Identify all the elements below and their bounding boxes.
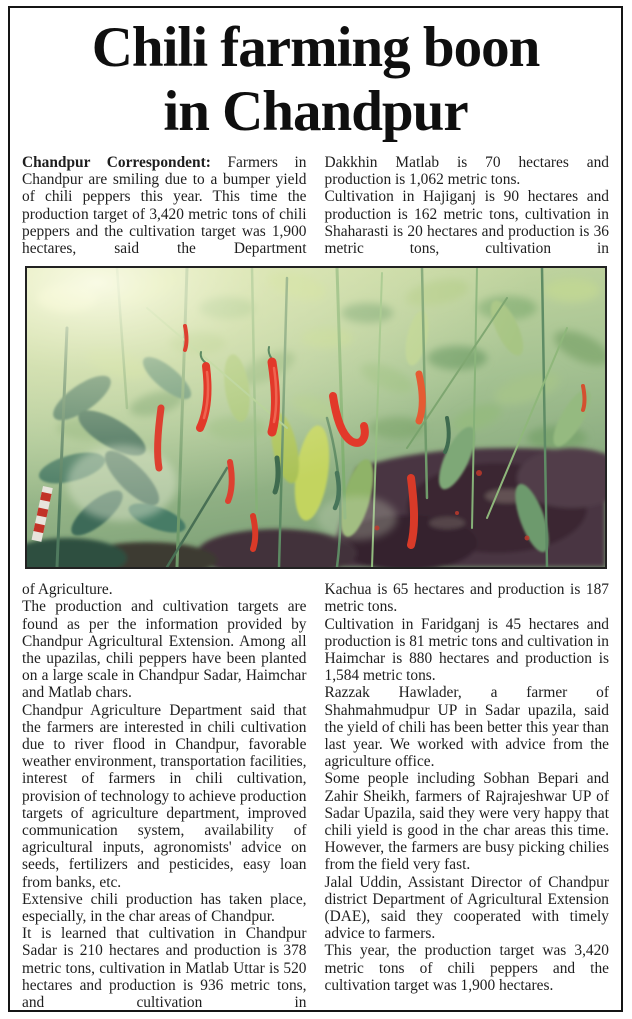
article-headline: [22, 16, 609, 144]
intro-column-left: [22, 154, 307, 257]
byline: Chandpur Correspondent:: [22, 154, 211, 171]
body-column-right: [325, 581, 610, 1011]
body-columns: [22, 581, 609, 1011]
page-border-frame: [8, 6, 623, 1012]
intro-column-right: [325, 154, 610, 257]
headline-line-2: in Chandpur: [163, 80, 468, 143]
body-column-left: [22, 581, 307, 1011]
article-paragraph: Cultivation in Faridganj is 45 hectares and production is 81 metric tons and cultivation in Haimchar is 880 hectares and production is 1,584 metric tons.: [324, 615, 609, 685]
headline-line-1: Chili farming boon: [91, 16, 540, 79]
article-paragraph: Chandpur Agriculture Department said that the farmers are interested in chili cultivation due to river flood in Chandpur, favorable weather environment, transportation facilities, interest of farmers in chili cultivation, provision of technology to achieve production targets of agriculture department, improved communication system, availability of agricultural inputs, agronomists' advice on seeds, fertilizers and pesticides, easy loan from banks, etc.: [22, 701, 307, 891]
article-paragraph: This year, the production target was 3,420 metric tons of chili peppers and the cultivation target was 1,900 hectares.: [324, 942, 609, 994]
article-paragraph: Jalal Uddin, Assistant Director of Chandpur district Department of Agricultural Extension (DAE), said they cooperated with timely advice to farmers.: [324, 873, 609, 943]
intro-paragraph: [22, 154, 307, 257]
article-paragraph: The production and cultivation targets are found as per the information provided by Chandpur Agricultural Extension. Among all the upazilas, chili peppers have been planted on a large scale in Chandpur Sadar, Haimchar and Matlab chars.: [22, 598, 307, 702]
chili-field-photo: [25, 266, 607, 569]
article-paragraph: Razzak Hawlader, a farmer of Shahmahmudpur UP in Sadar upazila, said the yield of chili has been better this year than last year. We worked with advice from the agriculture office.: [324, 684, 609, 771]
chili-field-photo-art: [27, 268, 605, 567]
article-paragraph: of Agriculture.: [22, 581, 113, 599]
article-paragraph: Extensive chili production has taken place, especially, in the char areas of Chandpur.: [22, 890, 307, 926]
article-paragraph: It is learned that cultivation in Chandpur Sadar is 210 hectares and production is 378 metric tons, cultivation in Matlab Uttar is 520 hectares and production is 936 metric tons, and cultivation in: [22, 925, 307, 1012]
article-paragraph: Cultivation in Hajiganj is 90 hectares and production is 162 metric tons, cultivation in Shaharasti is 20 hectares and production is 36 metric tons, cultivation in: [324, 188, 609, 258]
article-paragraph: Kachua is 65 hectares and production is 187 metric tons.: [324, 581, 609, 616]
intro-text: Farmers in Chandpur are smiling due to a bumper yield of chili peppers this year. This time the production target of 3,420 metric tons of chili peppers and the cultivation target was 1,900 hectares, said the Department: [22, 154, 307, 258]
intro-columns: [22, 154, 609, 257]
article-paragraph: Some people including Sobhan Bepari and Zahir Sheikh, farmers of Rajrajeshwar UP of Sadar Upazila, said they were very happy that chili yield is good in the char areas this time. However, the farmers are busy picking chilies from the field very fast.: [324, 770, 609, 874]
article-paragraph: Dakkhin Matlab is 70 hectares and production is 1,062 metric tons.: [324, 154, 609, 189]
